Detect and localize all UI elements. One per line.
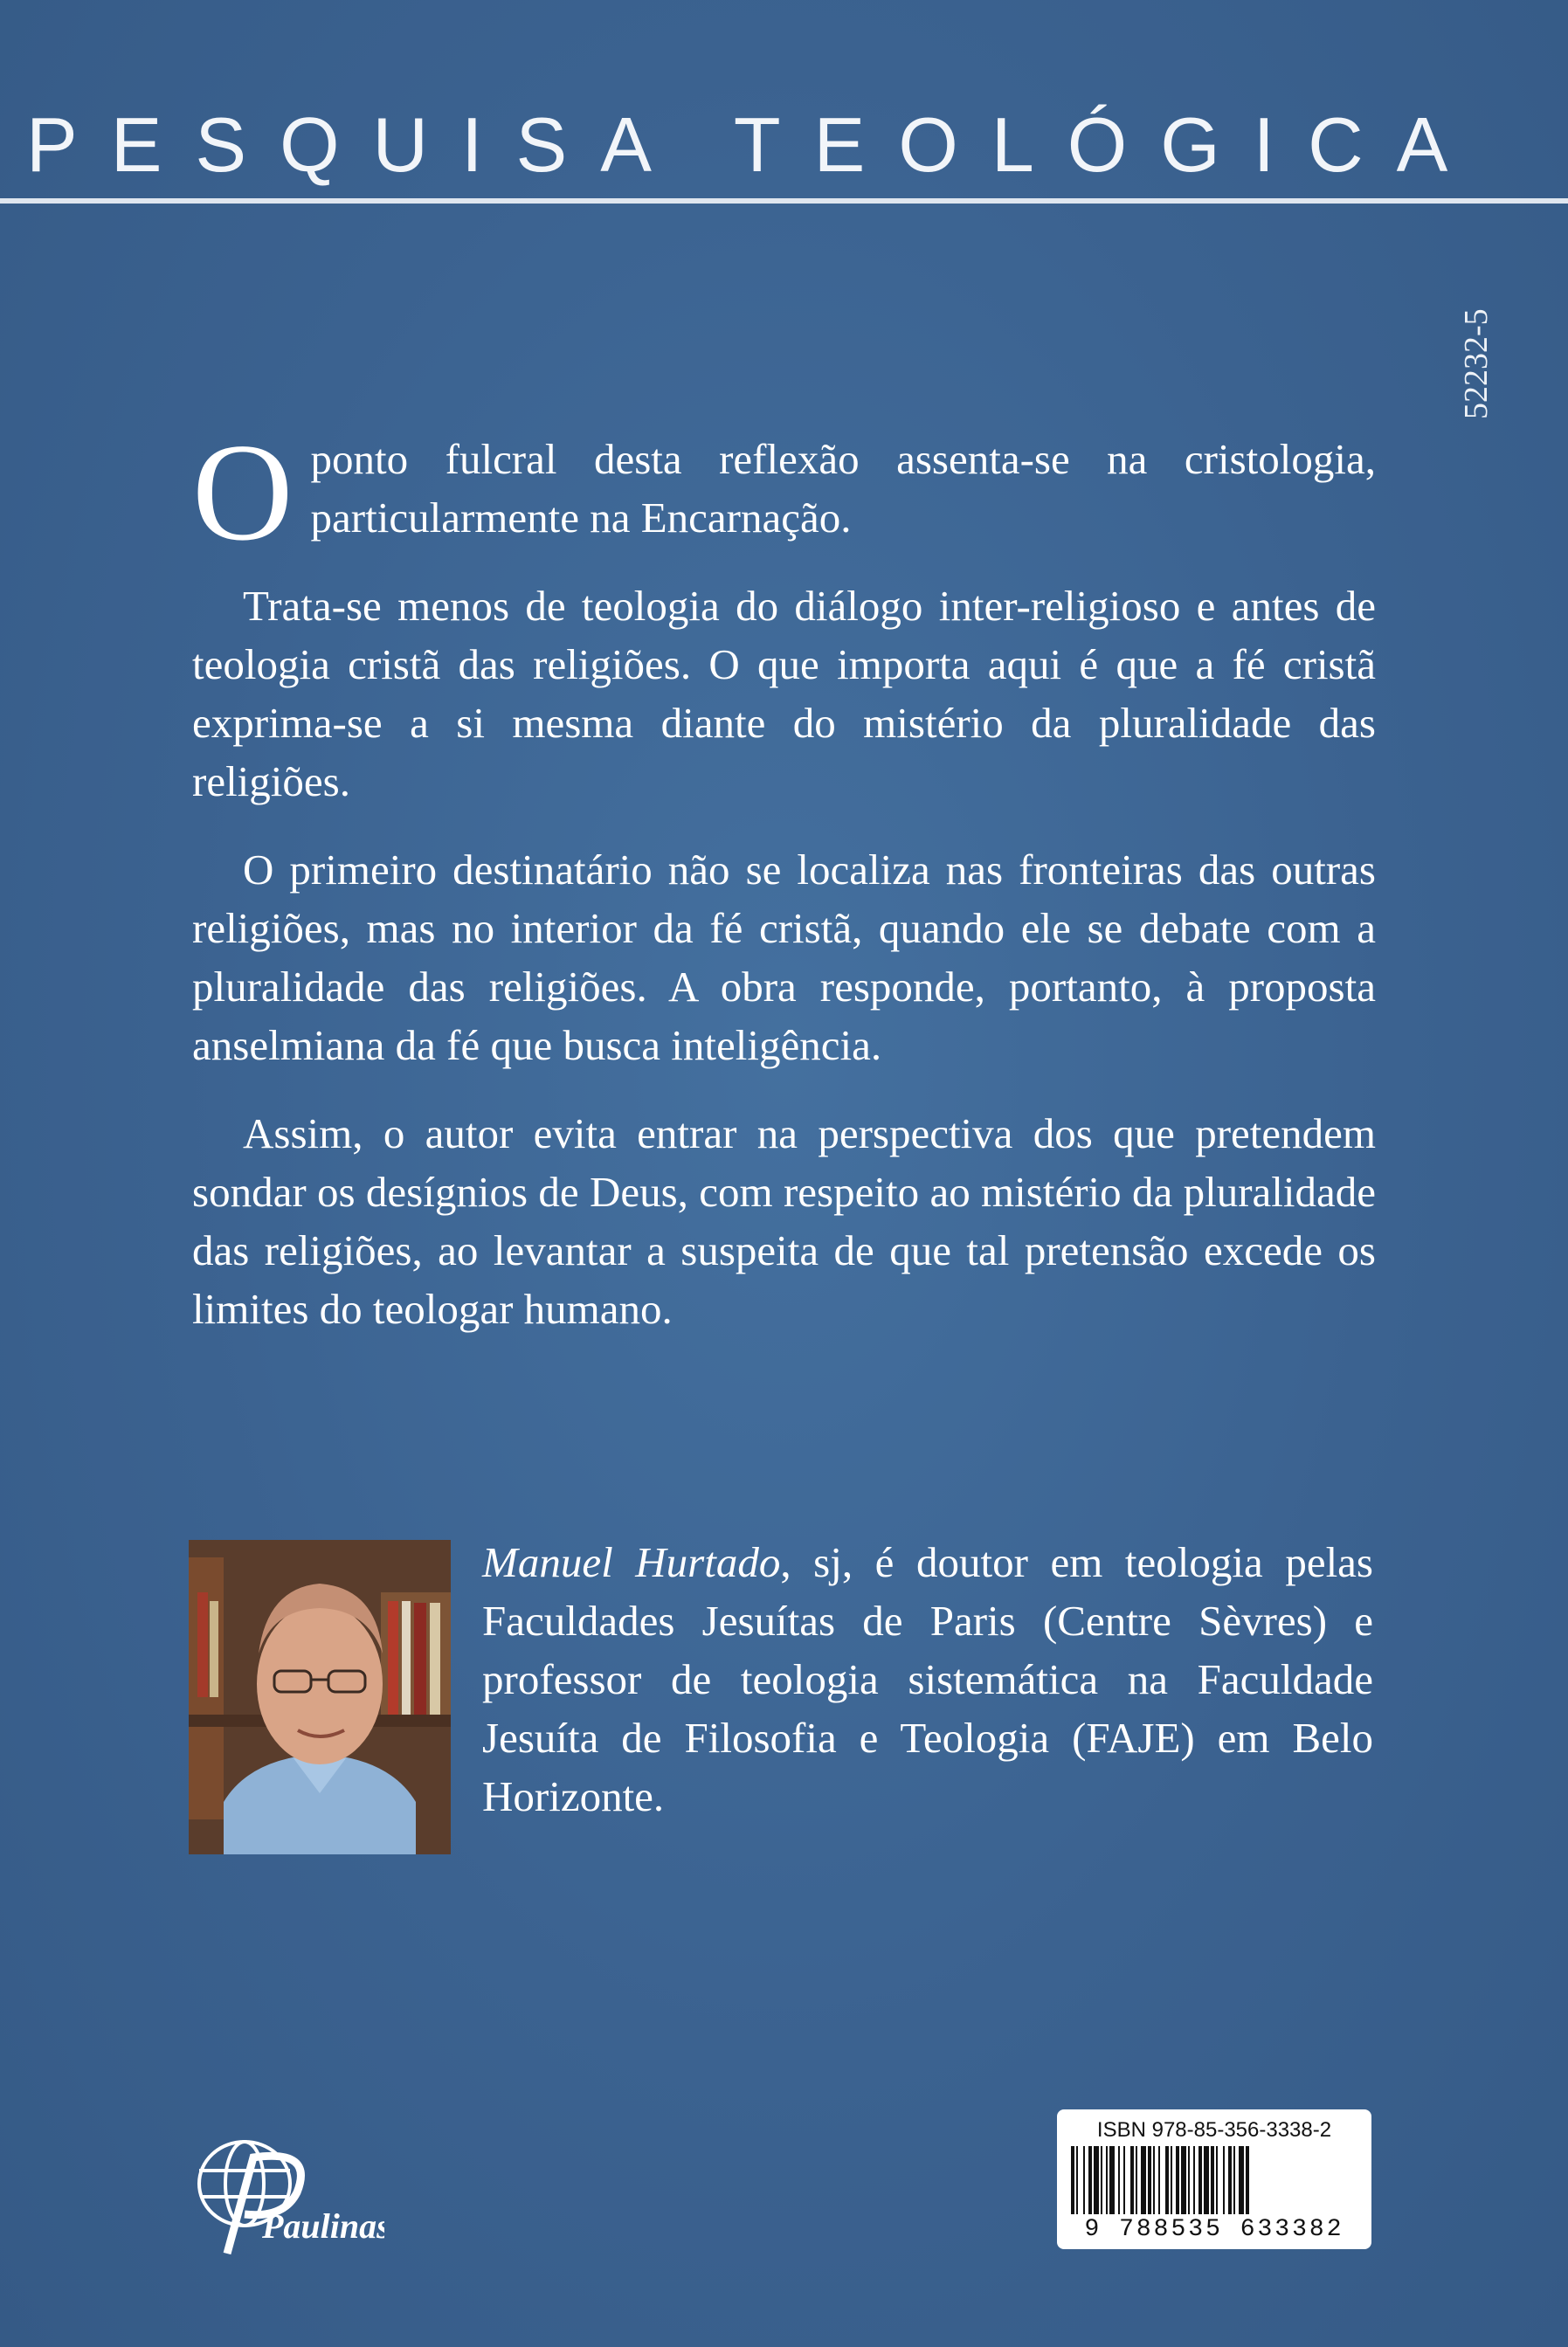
back-cover-blurb (192, 414, 1376, 1368)
author-bio (482, 1533, 1373, 1826)
catalog-number: 52232-5 (1458, 308, 1495, 419)
title-divider (0, 198, 1568, 204)
barcode-bars (1067, 2146, 1361, 2218)
blurb-paragraph-3: O primeiro destinatário não se localiza nas fronteiras das outras religiões, mas no interior da fé cristã, quando ele se debate com a pluralidade das religiões. A obra responde, portanto, à proposta anselmiana da fé que busca inteligência. (192, 846, 1376, 1069)
blurb-paragraph-2: Trata-se menos de teologia do diálogo inter-religioso e antes de teologia cristã das religiões. O que importa aqui é que a fé cristã exprima-se a si mesma diante do mistério da pluralidade das religiões. (192, 582, 1376, 805)
blurb-paragraph-4: Assim, o autor evita entrar na perspectiva dos que pretendem sondar os desígnios de Deus, com respeito ao mistério da pluralidade das religiões, ao levantar a suspeita de que tal pretensão excede os limites do teologar humano. (192, 1109, 1376, 1333)
drop-cap: O (192, 414, 294, 569)
barcode-digits: 9 788535 633382 (1084, 2216, 1344, 2243)
barcode (1057, 2109, 1371, 2249)
publisher-name: Paulinas (262, 2206, 384, 2246)
blurb-paragraph-1-text: ponto fulcral desta reflexão assenta-se na cristologia, particularmente na Encarnação. (310, 435, 1376, 542)
author-photo (189, 1540, 451, 1854)
series-title: PESQUISA TEOLÓGICA (26, 101, 1482, 188)
publisher-logo (183, 2131, 384, 2262)
blurb-paragraph-1 (192, 414, 1376, 569)
author-bio-text: , sj, é doutor em teologia pelas Faculdades Jesuítas de Paris (Centre Sèvres) e professor de teologia sistemática na Faculdade Jesuíta de Filosofia e Teologia (FAJE) em Belo Horizonte. (482, 1538, 1373, 1820)
author-name: Manuel Hurtado (482, 1538, 781, 1586)
isbn-label: ISBN 978-85-356-3338-2 (1096, 2118, 1332, 2142)
